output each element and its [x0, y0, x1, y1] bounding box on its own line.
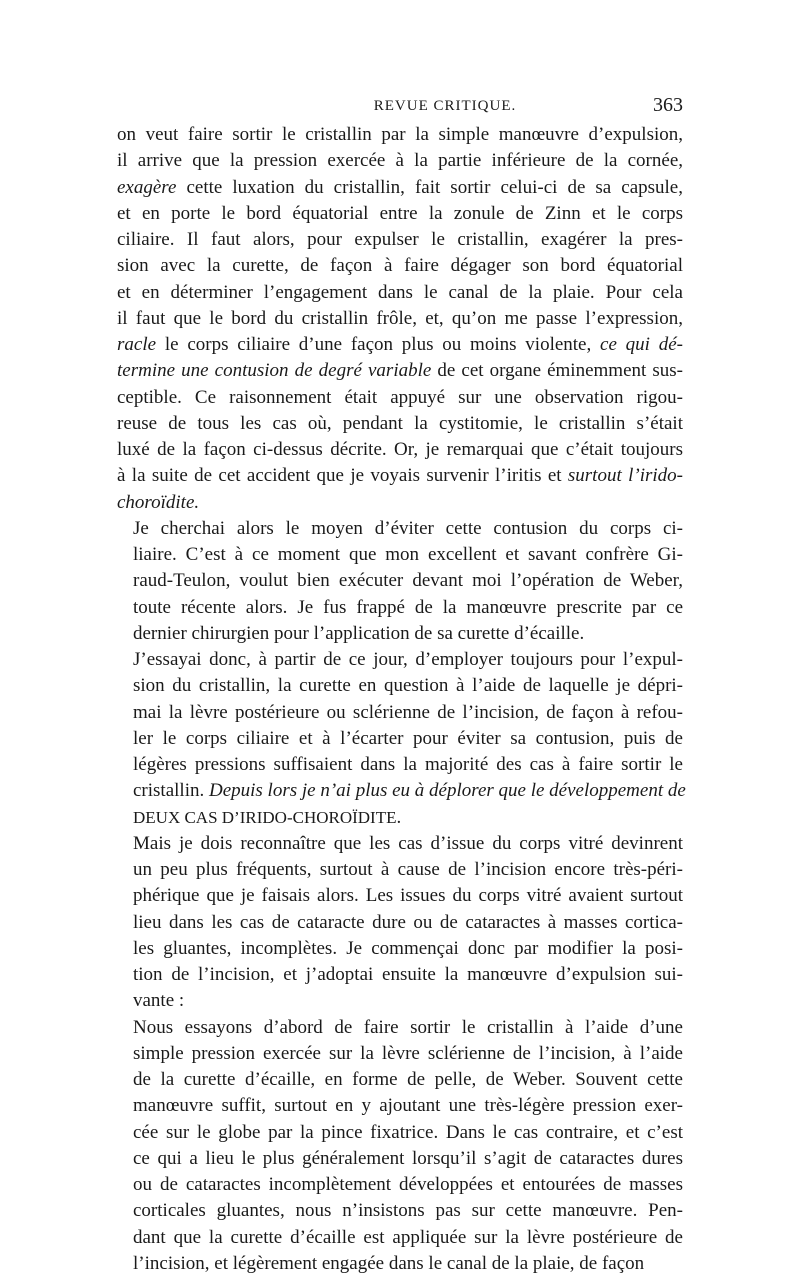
text-segment: cée sur le globe par la pince fixatrice. Dans le cas contraire, et c’est	[133, 1122, 683, 1143]
text-segment: sion du cristallin, la curette en question à l’aide de laquelle je dépri-	[133, 675, 683, 696]
text-segment: il arrive que la pression exercée à la partie inférieure de la cornée,	[117, 150, 683, 171]
page-header	[117, 92, 683, 122]
text-segment: de cet organe éminemment sus-	[431, 360, 683, 381]
text-line	[117, 227, 683, 253]
text-segment: ler le corps ciliaire et à l’écarter pour éviter sa contusion, puis de	[133, 728, 683, 749]
text-line	[117, 595, 683, 621]
paragraph	[117, 122, 683, 516]
text-line	[117, 516, 683, 542]
text-segment: cette luxation du cristallin, fait sortir celui-ci de sa capsule,	[176, 177, 683, 198]
text-segment: l’incision, et légèrement engagée dans le canal de la plaie, de façon	[133, 1253, 644, 1274]
text-segment: vante :	[133, 990, 184, 1011]
text-segment: à la suite de cet accident que je voyais survenir l’iritis et	[117, 465, 568, 486]
text-line	[117, 253, 683, 279]
text-line	[117, 1120, 683, 1146]
text-segment: luxé de la façon ci-dessus décrite. Or, je remarquai que c’était toujours	[117, 439, 683, 460]
text-line	[117, 1015, 683, 1041]
text-line	[117, 1093, 683, 1119]
paragraph	[117, 831, 683, 1015]
text-line	[117, 358, 683, 384]
text-line	[117, 122, 683, 148]
text-segment: cristallin.	[133, 780, 209, 801]
text-segment: phérique que je faisais alors. Les issues du corps vitré avaient surtout	[133, 885, 683, 906]
italic-text: racle	[117, 334, 156, 355]
italic-text: exagère	[117, 177, 176, 198]
text-line	[117, 700, 683, 726]
text-segment: il faut que le bord du cristallin frôle, et, qu’on me passe l’expression,	[117, 308, 683, 329]
text-segment: toute récente alors. Je fus frappé de la manœuvre prescrite par ce	[133, 597, 683, 618]
text-segment: tion de l’incision, et j’adoptai ensuite la manœuvre d’expulsion sui-	[133, 964, 683, 985]
text-segment: les gluantes, incomplètes. Je commençai donc par modifier la posi-	[133, 938, 683, 959]
text-line	[117, 490, 683, 516]
text-line	[117, 752, 683, 778]
text-segment: corticales gluantes, nous n’insistons pas sur cette manœuvre. Pen-	[133, 1200, 683, 1221]
text-segment: sion avec la curette, de façon à faire dégager son bord équatorial	[117, 255, 683, 276]
italic-text: ce qui dé-	[600, 334, 683, 355]
text-segment: et en porte le bord équatorial entre la zonule de Zinn et le corps	[117, 203, 683, 224]
text-segment: manœuvre suffit, surtout en y ajoutant une très-légère pression exer-	[133, 1095, 683, 1116]
text-segment: J’essayai donc, à partir de ce jour, d’employer toujours pour l’expul-	[133, 649, 683, 670]
text-line	[117, 1067, 683, 1093]
text-segment: on veut faire sortir le cristallin par la simple manœuvre d’expulsion,	[117, 124, 683, 145]
paragraph	[117, 516, 683, 647]
text-segment: mai la lèvre postérieure ou sclérienne de l’incision, de façon à refou-	[133, 702, 683, 723]
text-line	[117, 778, 683, 804]
text-segment: légères pressions suffisaient dans la majorité des cas à faire sortir le	[133, 754, 683, 775]
text-line	[117, 805, 683, 831]
text-line	[117, 1146, 683, 1172]
text-segment: liaire. C’est à ce moment que mon excellent et savant confrère Gi-	[133, 544, 683, 565]
text-line	[117, 910, 683, 936]
text-segment: ceptible. Ce raisonnement était appuyé sur une observation rigou-	[117, 387, 683, 408]
text-line	[117, 1041, 683, 1067]
paragraph	[117, 1015, 683, 1277]
text-segment: ciliaire. Il faut alors, pour expulser le cristallin, exagérer la pres-	[117, 229, 683, 250]
text-line	[117, 883, 683, 909]
text-line	[117, 962, 683, 988]
text-line	[117, 463, 683, 489]
text-segment: Je cherchai alors le moyen d’éviter cette contusion du corps ci-	[133, 518, 683, 539]
text-segment: et en déterminer l’engagement dans le canal de la plaie. Pour cela	[117, 282, 683, 303]
text-segment: simple pression exercée sur la lèvre sclérienne de l’incision, à l’aide	[133, 1043, 683, 1064]
text-line	[117, 306, 683, 332]
text-line	[117, 280, 683, 306]
running-title: REVUE CRITIQUE.	[117, 98, 683, 115]
text-line	[117, 936, 683, 962]
paragraph	[117, 647, 683, 831]
text-line	[117, 1198, 683, 1224]
italic-text: Depuis lors je n’ai plus eu à déplorer que le développement de	[209, 780, 686, 801]
text-line	[117, 831, 683, 857]
italic-text: termine une contusion de degré variable	[117, 360, 431, 381]
text-line	[117, 673, 683, 699]
text-line	[117, 148, 683, 174]
text-line	[117, 988, 683, 1014]
text-segment: Mais je dois reconnaître que les cas d’issue du corps vitré devinrent	[133, 833, 683, 854]
text-line	[117, 437, 683, 463]
text-line	[117, 411, 683, 437]
text-line	[117, 647, 683, 673]
text-segment: raud-Teulon, voulut bien exécuter devant moi l’opération de Weber,	[133, 570, 683, 591]
text-segment: ou de cataractes incomplètement développées et entourées de masses	[133, 1174, 683, 1195]
page-number: 363	[653, 94, 683, 117]
text-segment: .	[396, 807, 401, 828]
book-page	[117, 92, 683, 1277]
text-segment: un peu plus fréquents, surtout à cause de l’incision encore très-péri-	[133, 859, 683, 880]
italic-text: choroïdite.	[117, 492, 199, 513]
text-line	[117, 1172, 683, 1198]
text-segment: reuse de tous les cas où, pendant la cystitomie, le cristallin s’était	[117, 413, 683, 434]
text-line	[117, 332, 683, 358]
text-segment: ce qui a lieu le plus généralement lorsqu’il s’agit de cataractes dures	[133, 1148, 683, 1169]
text-segment: dant que la curette d’écaille est appliquée sur la lèvre postérieure de	[133, 1227, 683, 1248]
text-line	[117, 1251, 683, 1277]
text-segment: le corps ciliaire d’une façon plus ou moins violente,	[156, 334, 600, 355]
small-caps-text: DEUX CAS D’IRIDO-CHOROÏDITE	[133, 808, 396, 827]
text-line	[117, 542, 683, 568]
text-line	[117, 385, 683, 411]
text-line	[117, 201, 683, 227]
body-text	[117, 122, 683, 1277]
italic-text: surtout l’irido-	[568, 465, 683, 486]
text-line	[117, 621, 683, 647]
text-line	[117, 1225, 683, 1251]
text-line	[117, 857, 683, 883]
text-line	[117, 175, 683, 201]
text-segment: lieu dans les cas de cataracte dure ou de cataractes à masses cortica-	[133, 912, 683, 933]
text-segment: Nous essayons d’abord de faire sortir le cristallin à l’aide d’une	[133, 1017, 683, 1038]
text-line	[117, 726, 683, 752]
text-line	[117, 568, 683, 594]
text-segment: de la curette d’écaille, en forme de pelle, de Weber. Souvent cette	[133, 1069, 683, 1090]
text-segment: dernier chirurgien pour l’application de sa curette d’écaille.	[133, 623, 584, 644]
